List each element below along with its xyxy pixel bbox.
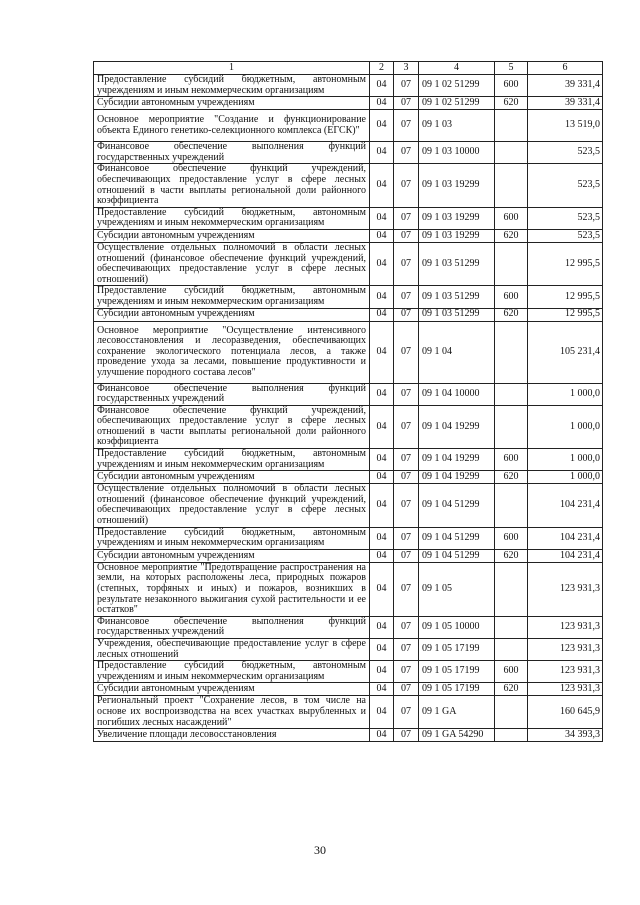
cell-c2: 04	[370, 405, 394, 448]
cell-c6: 123 931,3	[528, 616, 603, 638]
table-row	[94, 110, 603, 142]
cell-c5	[495, 729, 528, 742]
cell-c2: 04	[370, 449, 394, 471]
cell-c3: 07	[394, 75, 419, 97]
cell-c5: 600	[495, 286, 528, 308]
cell-desc: Учреждения, обеспечивающие предоставление услуг в сфере лесных отношений	[94, 638, 370, 660]
cell-c2: 04	[370, 308, 394, 321]
cell-c5: 620	[495, 549, 528, 562]
cell-c2: 04	[370, 164, 394, 207]
cell-desc: Субсидии автономным учреждениям	[94, 97, 370, 110]
cell-c4: 09 1 03 51299	[419, 286, 495, 308]
table-row	[94, 638, 603, 660]
cell-c6: 1 000,0	[528, 383, 603, 405]
table-row	[94, 562, 603, 616]
cell-c4: 09 1 04 51299	[419, 484, 495, 527]
cell-c4: 09 1 05 17199	[419, 638, 495, 660]
cell-c4: 09 1 04	[419, 321, 495, 383]
table-row	[94, 471, 603, 484]
cell-desc: Основное мероприятие "Создание и функционирование объекта Единого генетико-селекционного комплекса (ЕГСК)"	[94, 110, 370, 142]
cell-desc: Предоставление субсидий бюджетным, автономным учреждениям и иным некоммерческим организациям	[94, 75, 370, 97]
cell-desc: Финансовое обеспечение выполнения функций государственных учреждений	[94, 383, 370, 405]
cell-desc: Субсидии автономным учреждениям	[94, 308, 370, 321]
cell-c6: 12 995,5	[528, 308, 603, 321]
cell-c5: 600	[495, 527, 528, 549]
header-cell-2: 2	[370, 62, 394, 75]
cell-c2: 04	[370, 616, 394, 638]
cell-c5	[495, 142, 528, 164]
cell-c2: 04	[370, 484, 394, 527]
cell-c4: 09 1 GA 54290	[419, 729, 495, 742]
header-cell-6: 6	[528, 62, 603, 75]
cell-desc: Осуществление отдельных полномочий в области лесных отношений (финансовое обеспечение функций учреждений, обеспечивающих предоставление услуг в сфере лесных отношений)	[94, 484, 370, 527]
cell-desc: Основное мероприятие "Осуществление интенсивного лесовосстановления и лесоразведения, обеспечивающих сохранение экологического потенциала лесов, а также проведение ухода за лесами, повышение продуктивности и улучшение породного состава лесов"	[94, 321, 370, 383]
cell-desc: Увеличение площади лесовосстановления	[94, 729, 370, 742]
cell-c3: 07	[394, 242, 419, 285]
header-cell-1: 1	[94, 62, 370, 75]
cell-c3: 07	[394, 696, 419, 729]
cell-c5: 620	[495, 308, 528, 321]
cell-c6: 523,5	[528, 229, 603, 242]
cell-c5: 620	[495, 97, 528, 110]
cell-c5: 600	[495, 661, 528, 683]
cell-c4: 09 1 03 10000	[419, 142, 495, 164]
cell-c2: 04	[370, 383, 394, 405]
cell-desc: Предоставление субсидий бюджетным, автономным учреждениям и иным некоммерческим организациям	[94, 449, 370, 471]
cell-c2: 04	[370, 527, 394, 549]
cell-c2: 04	[370, 661, 394, 683]
cell-c2: 04	[370, 638, 394, 660]
cell-desc: Субсидии автономным учреждениям	[94, 549, 370, 562]
cell-c6: 123 931,3	[528, 683, 603, 696]
cell-c3: 07	[394, 683, 419, 696]
cell-c2: 04	[370, 97, 394, 110]
cell-desc: Финансовое обеспечение функций учреждений, обеспечивающих предоставление услуг в сфере лесных отношений в части выплаты региональной доли районного коэффициента	[94, 164, 370, 207]
cell-c5: 600	[495, 75, 528, 97]
cell-c4: 09 1 05 17199	[419, 683, 495, 696]
cell-c2: 04	[370, 549, 394, 562]
cell-c3: 07	[394, 164, 419, 207]
cell-c3: 07	[394, 549, 419, 562]
table-row	[94, 527, 603, 549]
cell-desc: Субсидии автономным учреждениям	[94, 683, 370, 696]
cell-desc: Финансовое обеспечение функций учреждений, обеспечивающих предоставление услуг в сфере лесных отношений в части выплаты региональной доли районного коэффициента	[94, 405, 370, 448]
cell-desc: Субсидии автономным учреждениям	[94, 471, 370, 484]
table-row	[94, 229, 603, 242]
table-row	[94, 142, 603, 164]
cell-c3: 07	[394, 207, 419, 229]
cell-c4: 09 1 05 17199	[419, 661, 495, 683]
cell-c5	[495, 242, 528, 285]
cell-c4: 09 1 03 19299	[419, 229, 495, 242]
cell-desc: Предоставление субсидий бюджетным, автономным учреждениям и иным некоммерческим организациям	[94, 527, 370, 549]
cell-c6: 13 519,0	[528, 110, 603, 142]
cell-c3: 07	[394, 484, 419, 527]
table-row	[94, 242, 603, 285]
cell-c6: 523,5	[528, 164, 603, 207]
cell-c2: 04	[370, 729, 394, 742]
cell-c4: 09 1 04 19299	[419, 405, 495, 448]
cell-c6: 1 000,0	[528, 405, 603, 448]
table-row	[94, 405, 603, 448]
table-row	[94, 97, 603, 110]
cell-c6: 104 231,4	[528, 549, 603, 562]
cell-c2: 04	[370, 683, 394, 696]
cell-c3: 07	[394, 308, 419, 321]
table-row	[94, 661, 603, 683]
cell-c6: 123 931,3	[528, 661, 603, 683]
cell-c6: 104 231,4	[528, 527, 603, 549]
table-row	[94, 449, 603, 471]
table-row	[94, 164, 603, 207]
table-row	[94, 75, 603, 97]
budget-table-page	[93, 61, 602, 742]
cell-c3: 07	[394, 286, 419, 308]
cell-c3: 07	[394, 110, 419, 142]
cell-c6: 1 000,0	[528, 471, 603, 484]
cell-c2: 04	[370, 471, 394, 484]
cell-c2: 04	[370, 229, 394, 242]
cell-c4: 09 1 02 51299	[419, 97, 495, 110]
cell-c3: 07	[394, 616, 419, 638]
cell-c4: 09 1 04 19299	[419, 449, 495, 471]
cell-c5	[495, 321, 528, 383]
cell-c5	[495, 405, 528, 448]
cell-c3: 07	[394, 229, 419, 242]
table-row	[94, 286, 603, 308]
cell-c4: 09 1 03 51299	[419, 242, 495, 285]
cell-c4: 09 1 05	[419, 562, 495, 616]
cell-c2: 04	[370, 321, 394, 383]
cell-c5	[495, 696, 528, 729]
cell-c6: 104 231,4	[528, 484, 603, 527]
header-cell-5: 5	[495, 62, 528, 75]
cell-c2: 04	[370, 75, 394, 97]
cell-c5	[495, 562, 528, 616]
cell-c5: 620	[495, 471, 528, 484]
cell-c4: 09 1 GA	[419, 696, 495, 729]
cell-c6: 12 995,5	[528, 242, 603, 285]
cell-desc: Предоставление субсидий бюджетным, автономным учреждениям и иным некоммерческим организациям	[94, 207, 370, 229]
cell-desc: Финансовое обеспечение выполнения функций государственных учреждений	[94, 142, 370, 164]
cell-c6: 39 331,4	[528, 75, 603, 97]
budget-table-body	[94, 62, 603, 742]
header-row	[94, 62, 603, 75]
cell-c4: 09 1 03	[419, 110, 495, 142]
cell-c5	[495, 110, 528, 142]
table-row	[94, 683, 603, 696]
cell-c3: 07	[394, 321, 419, 383]
cell-c4: 09 1 05 10000	[419, 616, 495, 638]
cell-c2: 04	[370, 286, 394, 308]
cell-c5: 600	[495, 207, 528, 229]
table-row	[94, 308, 603, 321]
header-cell-3: 3	[394, 62, 419, 75]
cell-c3: 07	[394, 405, 419, 448]
table-row	[94, 207, 603, 229]
cell-c2: 04	[370, 562, 394, 616]
cell-c6: 1 000,0	[528, 449, 603, 471]
table-row	[94, 696, 603, 729]
cell-c5	[495, 164, 528, 207]
cell-c4: 09 1 04 19299	[419, 471, 495, 484]
cell-c5: 620	[495, 683, 528, 696]
cell-c3: 07	[394, 97, 419, 110]
cell-desc: Финансовое обеспечение выполнения функций государственных учреждений	[94, 616, 370, 638]
cell-c3: 07	[394, 562, 419, 616]
cell-c2: 04	[370, 142, 394, 164]
cell-c6: 39 331,4	[528, 97, 603, 110]
cell-c5	[495, 616, 528, 638]
cell-c6: 105 231,4	[528, 321, 603, 383]
cell-c4: 09 1 03 51299	[419, 308, 495, 321]
cell-c6: 523,5	[528, 142, 603, 164]
cell-c5	[495, 638, 528, 660]
cell-c3: 07	[394, 729, 419, 742]
cell-desc: Предоставление субсидий бюджетным, автономным учреждениям и иным некоммерческим организациям	[94, 661, 370, 683]
cell-c6: 123 931,3	[528, 562, 603, 616]
cell-c4: 09 1 03 19299	[419, 164, 495, 207]
cell-c3: 07	[394, 449, 419, 471]
cell-c4: 09 1 03 19299	[419, 207, 495, 229]
cell-c4: 09 1 02 51299	[419, 75, 495, 97]
cell-c3: 07	[394, 471, 419, 484]
cell-c3: 07	[394, 661, 419, 683]
header-cell-4: 4	[419, 62, 495, 75]
cell-c3: 07	[394, 383, 419, 405]
cell-c6: 12 995,5	[528, 286, 603, 308]
cell-desc: Субсидии автономным учреждениям	[94, 229, 370, 242]
cell-c5	[495, 484, 528, 527]
cell-c5: 600	[495, 449, 528, 471]
cell-c5: 620	[495, 229, 528, 242]
cell-c3: 07	[394, 638, 419, 660]
budget-table	[93, 61, 603, 742]
cell-c5	[495, 383, 528, 405]
cell-desc: Осуществление отдельных полномочий в области лесных отношений (финансовое обеспечение функций учреждений, обеспечивающих предоставление услуг в сфере лесных отношений)	[94, 242, 370, 285]
cell-c4: 09 1 04 10000	[419, 383, 495, 405]
table-row	[94, 549, 603, 562]
table-row	[94, 616, 603, 638]
table-row	[94, 321, 603, 383]
table-row	[94, 729, 603, 742]
cell-c3: 07	[394, 527, 419, 549]
table-row	[94, 484, 603, 527]
cell-desc: Основное мероприятие "Предотвращение распространения на земли, на которых расположены леса, природных пожаров (степных, торфяных и иных) и пожаров, возникших в результате незаконного выжигания сухой растительности и ее остатков"	[94, 562, 370, 616]
cell-c6: 123 931,3	[528, 638, 603, 660]
cell-c2: 04	[370, 110, 394, 142]
cell-c4: 09 1 04 51299	[419, 549, 495, 562]
cell-c2: 04	[370, 242, 394, 285]
cell-c4: 09 1 04 51299	[419, 527, 495, 549]
cell-c2: 04	[370, 696, 394, 729]
cell-desc: Предоставление субсидий бюджетным, автономным учреждениям и иным некоммерческим организациям	[94, 286, 370, 308]
cell-c3: 07	[394, 142, 419, 164]
table-row	[94, 383, 603, 405]
cell-c6: 160 645,9	[528, 696, 603, 729]
cell-c6: 523,5	[528, 207, 603, 229]
cell-c6: 34 393,3	[528, 729, 603, 742]
cell-c2: 04	[370, 207, 394, 229]
page-number: 30	[314, 843, 326, 857]
cell-desc: Региональный проект "Сохранение лесов, в том числе на основе их воспроизводства на всех участках вырубленных и погибших лесных насаждений"	[94, 696, 370, 729]
